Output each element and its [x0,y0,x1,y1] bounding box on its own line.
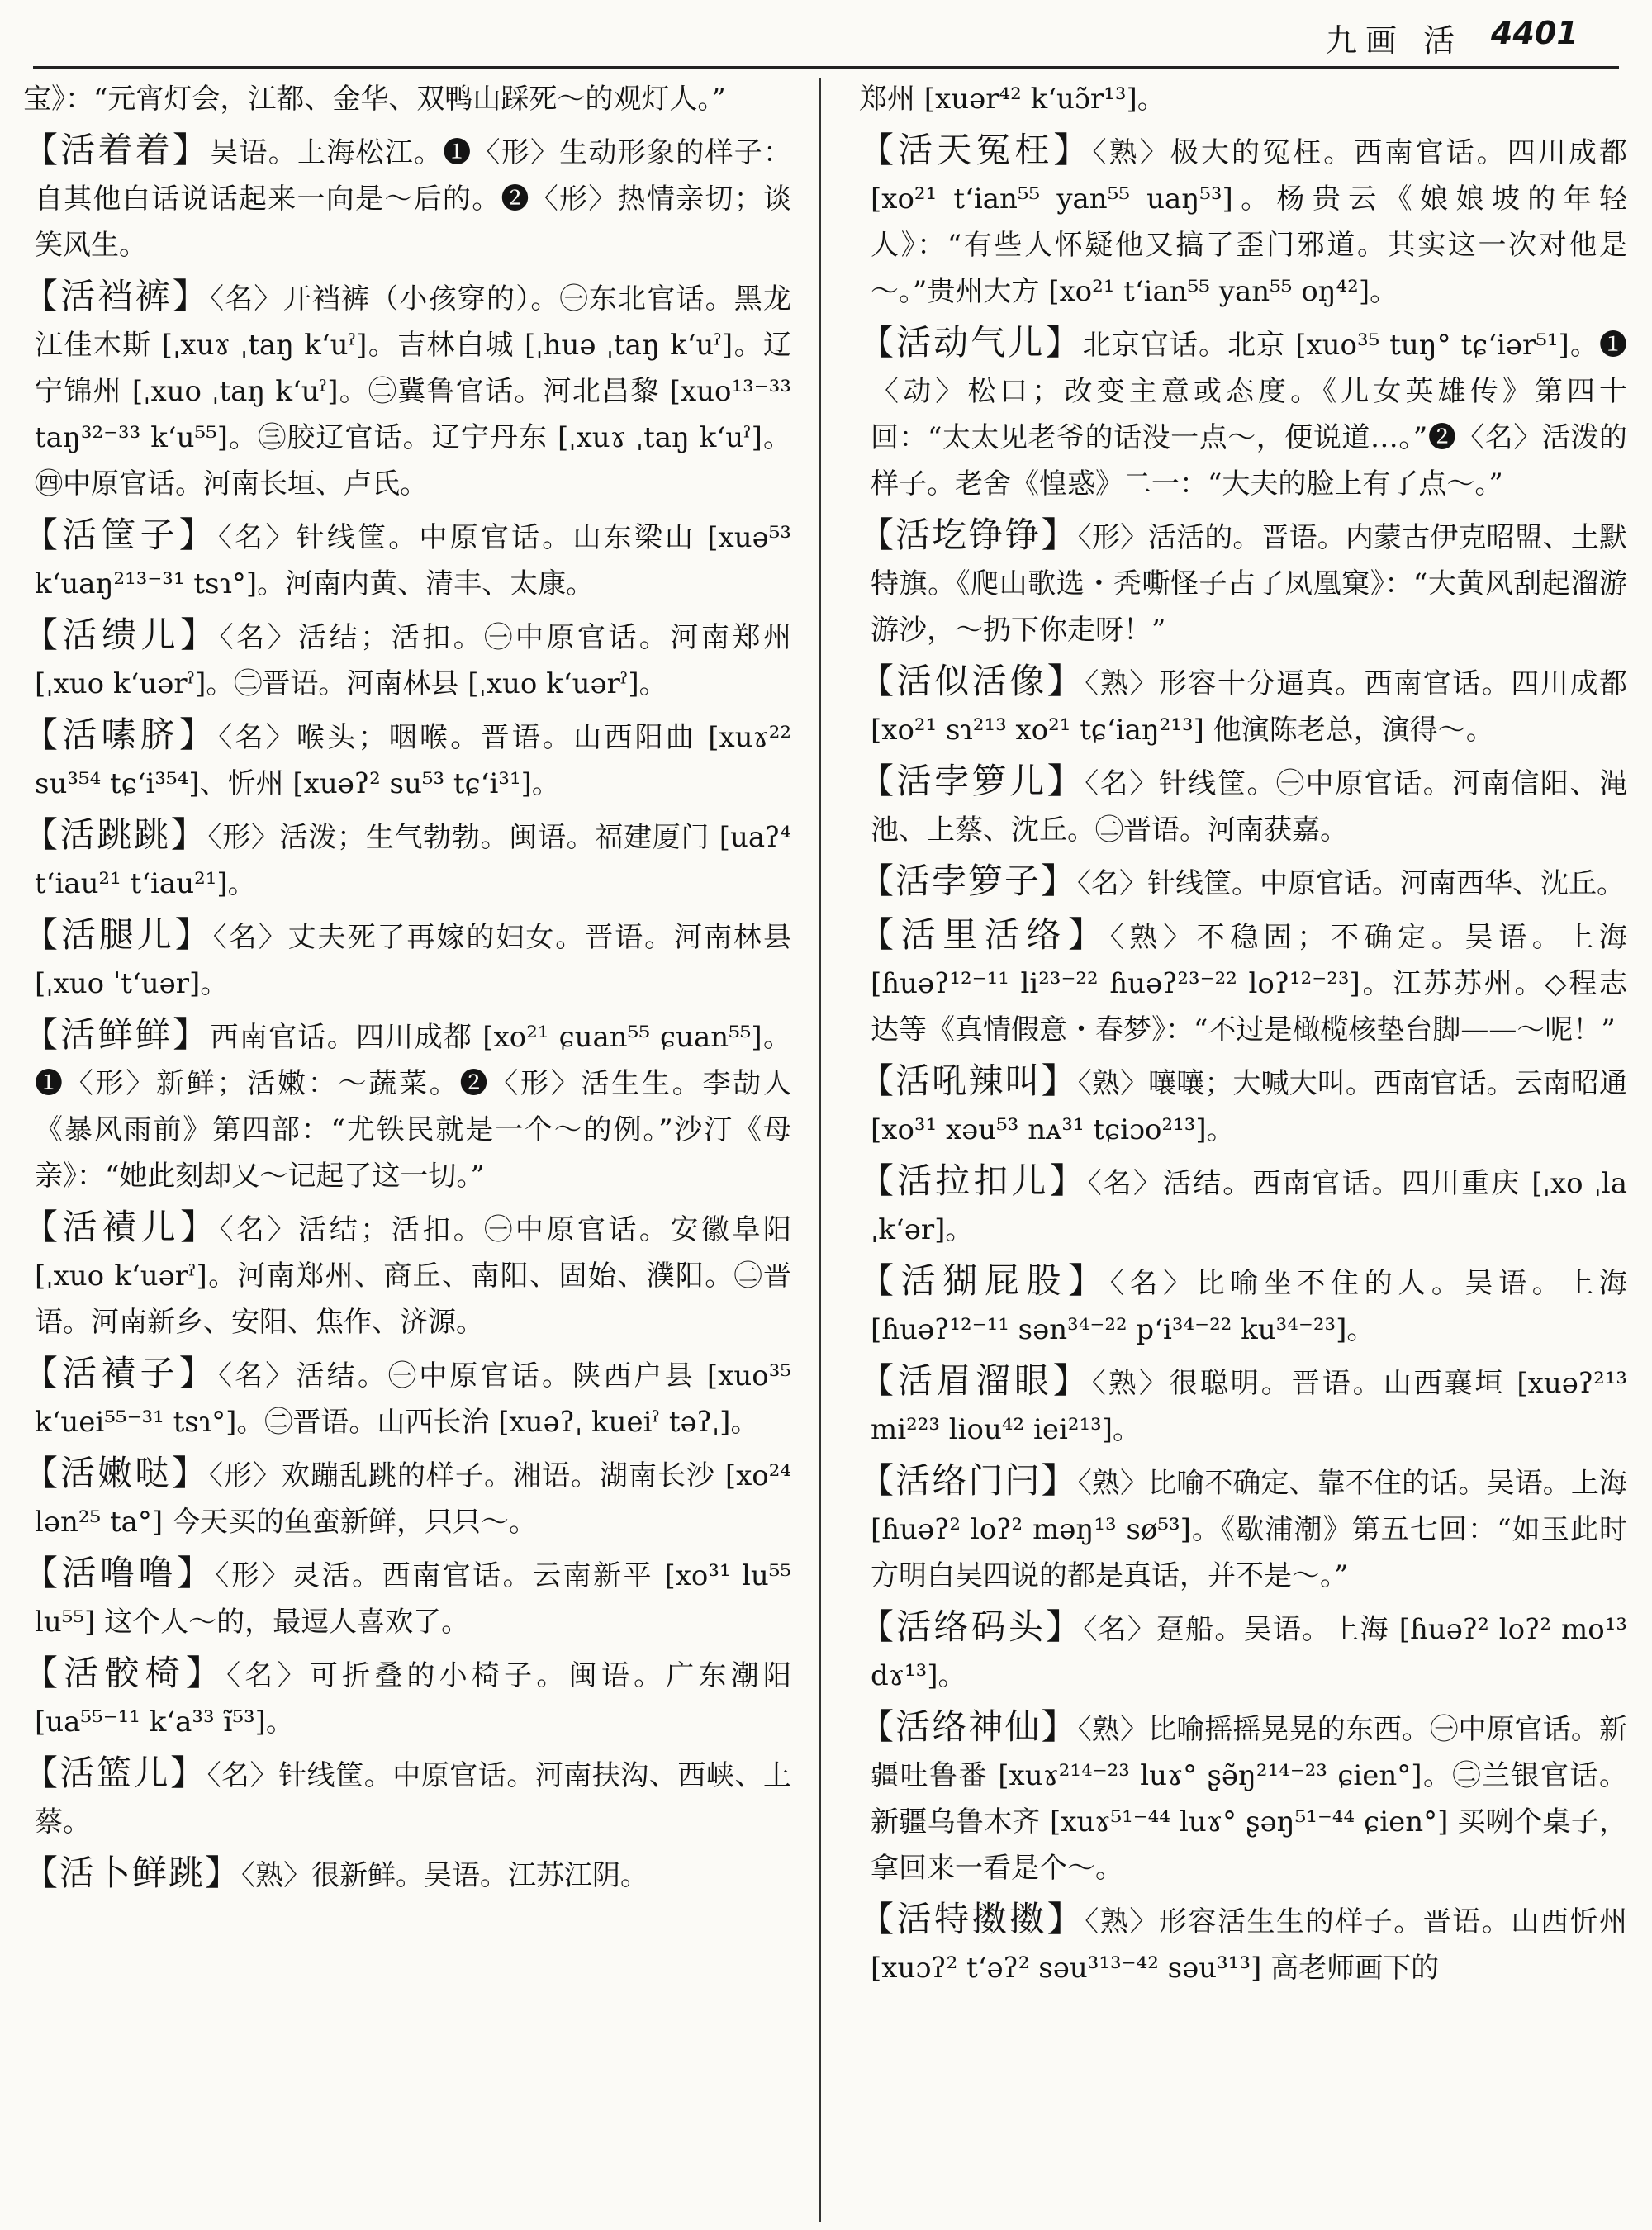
entry-headword: 【活嫩哒】 [23,1453,210,1493]
entry-definition: 〈名〉针线筐。中原官话。山东梁山 [xuə⁵³ kʻuaŋ²¹³⁻³¹ tsɿ°]。河南内黄、清丰、太康。 [35,521,791,600]
dictionary-entry [859,858,1627,907]
entry-headword: 【活嗉脐】 [23,714,219,755]
entry-headword: 【活鲜鲜】 [23,1014,211,1055]
entry-headword: 【活孛箩子】 [859,861,1078,901]
continued-entry: 郑州 [xuər⁴² kʻuɔ̃r¹³]。 [859,83,1165,116]
dictionary-entry [859,512,1627,653]
entry-headword: 【活缋儿】 [23,614,220,655]
entry-headword: 【活骹椅】 [23,1653,227,1693]
entry-headword: 【活动气儿】 [859,322,1083,363]
dictionary-entry [23,273,791,507]
entry-headword: 【活腿儿】 [23,914,213,955]
dictionary-entry [859,1604,1627,1699]
entry-definition: 〈名〉针线筐。中原官话。河南西华、沈丘。 [1077,867,1626,900]
dictionary-entry [859,127,1627,315]
dictionary-entry [23,912,791,1007]
entry-headword: 【活噜噜】 [23,1553,216,1593]
entry-definition: 〈形〉灵活。西南官话。云南新平 [xo³¹ lu⁵⁵ lu⁵⁵] 这个人～的，最逗人喜欢了。 [35,1559,791,1639]
entry-headword: 【活篮儿】 [23,1753,207,1793]
entry-definition: 〈熟〉形容十分逼真。西南官话。四川成都 [xo²¹ sɿ²¹³ xo²¹ tɕʻiaŋ²¹³] 他演陈老总，演得～。 [871,667,1627,747]
dictionary-entry [23,1450,791,1545]
entry-headword: 【活眉溜眼】 [859,1360,1092,1401]
entry-definition: 〈熟〉很新鲜。吴语。江苏江阴。 [241,1859,649,1892]
entry-headword: 【活襀儿】 [23,1207,220,1247]
entry-headword: 【活拉扣儿】 [859,1160,1088,1201]
dictionary-entry [23,712,791,807]
entry-definition: 〈名〉活结；活扣。㊀中原官话。安徽阜阳 [ˌxuo kʻuərˀ]。河南郑州、商丘、南阳、固始、濮阳。㊁晋语。河南新乡、安阳、焦作、济源。 [35,1213,791,1339]
left-column [23,76,791,1899]
entry-definition: 〈熟〉嚷嚷；大喊大叫。西南官话。云南昭通 [xo³¹ xəu⁵³ nᴀ³¹ tɕiɔo²¹³]。 [871,1067,1627,1146]
entry-definition: 〈熟〉形容活生生的样子。晋语。山西忻州 [xuɔʔ² tʻəʔ² səu³¹³⁻⁴² səu³¹³] 高老师画下的 [871,1905,1627,1985]
entry-headword: 【活卜鲜跳】 [23,1853,242,1893]
entry-definition: 〈形〉欢蹦乱跳的样子。湘语。湖南长沙 [xo²⁴ lən²⁵ ta°] 今天买的鱼蛮新鲜，只只～。 [35,1459,791,1539]
entry-definition: 〈形〉活活的。晋语。内蒙古伊克昭盟、土默特旗。《爬山歌选・秃嘶怪子占了凤凰窠》：“大黄风刮起溜游游沙，～扔下你走呀！” [871,521,1627,647]
entry-headword: 【活络神仙】 [859,1706,1078,1747]
dictionary-entry [859,658,1627,753]
entry-definition: 〈名〉针线筐。中原官话。河南扶沟、西峡、上蔡。 [35,1759,791,1839]
entry-headword: 【活特擞擞】 [859,1899,1085,1939]
dictionary-entry [859,320,1627,507]
entry-headword: 【活络码头】 [859,1606,1084,1647]
dictionary-entry [23,1350,791,1445]
entry-headword: 【活孛箩儿】 [859,761,1085,801]
entry-headword: 【活吼辣叫】 [859,1060,1078,1101]
entry-definition: 〈名〉针线筐。㊀中原官话。河南信阳、渑池、上蔡、沈丘。㊁晋语。河南获嘉。 [871,767,1627,847]
dictionary-entry [23,812,791,907]
section-title: 九画 活 [1326,22,1464,59]
dictionary-entry [23,1750,791,1845]
dictionary-entry [859,1704,1627,1891]
dictionary-entry [859,1358,1627,1453]
entry-headword: 【活着着】 [23,130,211,170]
entry-headword: 【活似活像】 [859,661,1085,701]
entry-definition: 吴语。上海松江。❶〈形〉生动形象的样子：自其他白话说话起来一向是～后的。❷〈形〉热情亲切；谈笑风生。 [35,136,791,262]
entry-definition: 〈名〉喉头；咽喉。晋语。山西阳曲 [xuɤ²² su³⁵⁴ tɕʻi³⁵⁴]、忻州 [xuəʔ² su⁵³ tɕʻi³¹]。 [35,721,791,800]
entry-definition: 〈名〉丈夫死了再嫁的妇女。晋语。河南林县 [ˌxuo ˈtʻuər]。 [35,921,791,1000]
dictionary-entry [23,1650,791,1745]
dictionary-entry [23,1850,791,1899]
entry-definition: 西南官话。四川成都 [xo²¹ ɕuan⁵⁵ ɕuan⁵⁵]。❶〈形〉新鲜；活嫩：～蔬菜。❷〈形〉活生生。李劼人《暴风雨前》第四部：“尤铁民就是一个～的例。”沙汀《母亲》：“她此刻却又～记起了这一切。” [35,1021,791,1193]
entry-definition: 〈熟〉比喻不确定、靠不住的话。吴语。上海 [ɦuəʔ² loʔ² məŋ¹³ sø⁵³]。《歇浦潮》第五七回：“如玉此时方明白吴四说的都是真话，并不是～。” [871,1467,1627,1592]
dictionary-entry [859,1058,1627,1153]
dictionary-entry [23,512,791,607]
entry-headword: 【活络门闩】 [859,1460,1078,1501]
dictionary-entry [23,612,791,707]
entry-definition: 〈熟〉比喻摇摇晃晃的东西。㊀中原官话。新疆吐鲁番 [xuɤ²¹⁴⁻²³ luɤ° ʂə̃ŋ²¹⁴⁻²³ ɕien°]。㊁兰银官话。新疆乌鲁木齐 [xuɤ⁵¹⁻⁴⁴ luɤ° ʂəŋ⁵¹⁻⁴⁴ ɕien°] 买咧个桌子，拿回来一看是个～。 [871,1713,1627,1885]
right-column [859,76,1627,1991]
entry-definition: 〈名〉可折叠的小椅子。闽语。广东潮阳 [ua⁵⁵⁻¹¹ kʻa³³ ĩ⁵³]。 [35,1659,791,1739]
entry-headword: 【活跳跳】 [23,814,208,855]
dictionary-entry [859,1158,1627,1253]
entry-definition: 〈名〉活结。西南官话。四川重庆 [ˌxo ˌla ˌkʻər]。 [871,1167,1627,1246]
entry-definition: 〈名〉活结；活扣。㊀中原官话。河南郑州 [ˌxuo kʻuərˀ]。㊁晋语。河南林县 [ˌxuo kʻuərˀ]。 [35,621,791,700]
dictionary-entry [859,1458,1627,1599]
dictionary-entry [23,1550,791,1645]
dictionary-entry [859,1896,1627,1991]
entry-definition: 〈名〉趸船。吴语。上海 [ɦuəʔ² loʔ² mo¹³ dɤ¹³]。 [871,1613,1627,1692]
continued-entry: 宝》：“元宵灯会，江都、金华、双鸭山踩死～的观灯人。” [23,83,726,116]
entry-headword: 【活裆裤】 [23,276,210,316]
entry-headword: 【活圪铮铮】 [859,515,1078,555]
dictionary-entry [859,912,1627,1053]
entry-definition: 〈名〉开裆裤（小孩穿的）。㊀东北官话。黑龙江佳木斯 [ˌxuɤ ˌtaŋ kʻuˀ]。吉林白城 [ˌhuə ˌtaŋ kʻuˀ]。辽宁锦州 [ˌxuo ˌtaŋ kʻuˀ]。㊁冀鲁官话。河北昌黎 [xuo¹³⁻³³ taŋ³²⁻³³ kʻu⁵⁵]。㊂胶辽官话。辽宁丹东 [ˌxuɤ ˌtaŋ kʻuˀ]。㊃中原官话。河南长垣、卢氏。 [35,282,791,501]
column-divider [819,78,821,2222]
entry-definition: 〈名〉比喻坐不住的人。吴语。上海 [ɦuəʔ¹²⁻¹¹ sən³⁴⁻²² pʻi³⁴⁻²² ku³⁴⁻²³]。 [871,1267,1627,1346]
dictionary-entry [859,1258,1627,1353]
dictionary-entry [23,1012,791,1199]
entry-definition: 〈熟〉极大的冤枉。西南官话。四川成都 [xo²¹ tʻian⁵⁵ yan⁵⁵ uaŋ⁵³]。杨贵云《娘娘坡的年轻人》：“有些人怀疑他又搞了歪门邪道。其实这一次对他是～。”贵州大方 [xo²¹ tʻian⁵⁵ yan⁵⁵ oŋ⁴²]。 [871,136,1627,308]
entry-definition: 〈形〉活泼；生气勃勃。闽语。福建厦门 [uaʔ⁴ tʻiau²¹ tʻiau²¹]。 [35,821,791,900]
dictionary-entry [23,1204,791,1345]
entry-headword: 【活天冤枉】 [859,130,1093,170]
page-number: 4401 [1491,15,1578,51]
entry-definition: 〈熟〉很聪明。晋语。山西襄垣 [xuəʔ²¹³ mi²²³ liou⁴² iei²¹³]。 [871,1367,1627,1446]
page-header [33,0,1619,69]
entry-headword: 【活襀子】 [23,1353,218,1393]
entry-headword: 【活猢屁股】 [859,1260,1110,1301]
dictionary-entry [859,758,1627,853]
entry-definition: 〈熟〉不稳固；不确定。吴语。上海 [ɦuəʔ¹²⁻¹¹ li²³⁻²² ɦuəʔ²³⁻²² loʔ¹²⁻²³]。江苏苏州。◇程志达等《真情假意・春梦》：“不过是橄榄核垫台脚——～呢！” [871,921,1627,1046]
entry-definition: 北京官话。北京 [xuo³⁵ tuŋ° tɕʻiər⁵¹]。❶〈动〉松口；改变主意或态度。《儿女英雄传》第四十回：“太太见老爷的话没一点～，便说道…。”❷〈名〉活泼的样子。老舍《惶惑》二一：“大夫的脸上有了点～。” [871,329,1627,501]
entry-definition: 〈名〉活结。㊀中原官话。陕西户县 [xuo³⁵ kʻuei⁵⁵⁻³¹ tsɿ°]。㊁晋语。山西长治 [xuəʔˌ kueiˀ təʔˌ]。 [35,1359,791,1439]
entry-headword: 【活筐子】 [23,515,219,555]
dictionary-entry [23,127,791,268]
entry-headword: 【活里活络】 [859,914,1110,955]
